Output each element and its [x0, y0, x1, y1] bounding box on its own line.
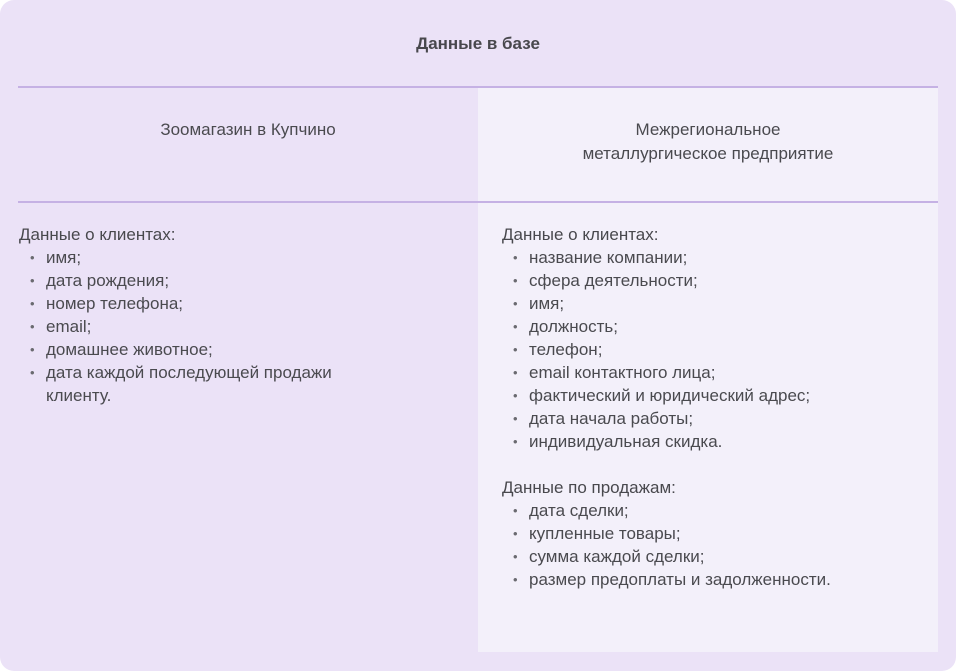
list-item: [502, 269, 922, 292]
pet-store-client-data: [19, 223, 459, 407]
list-item: [502, 361, 922, 384]
list-item-text: дата сделки;: [529, 501, 629, 520]
list-item-text: название компании;: [529, 248, 688, 267]
bullet-icon: •: [513, 273, 518, 288]
list-item-text: дата каждой последующей продажи клиенту.: [46, 363, 332, 405]
list-item: [502, 522, 922, 545]
section-title: Данные по продажам:: [502, 478, 676, 497]
list-item: [502, 568, 922, 591]
column-heading-line-1: Межрегиональное: [635, 120, 781, 139]
enterprise-sales-data: [502, 476, 922, 591]
list-item-text: купленные товары;: [529, 524, 681, 543]
column-heading-metallurgical-enterprise: [478, 118, 938, 166]
bullet-icon: •: [30, 296, 35, 311]
column-heading-line-2: металлургическое предприятие: [582, 144, 834, 163]
list-item: [502, 292, 922, 315]
page-title: Данные в базе: [416, 34, 540, 53]
bullet-icon: •: [513, 250, 518, 265]
list-item-text: email;: [46, 317, 92, 336]
bullet-icon: •: [513, 549, 518, 564]
list-item: [502, 315, 922, 338]
list-item: [19, 338, 459, 361]
bullet-icon: •: [513, 526, 518, 541]
bullet-icon: •: [513, 388, 518, 403]
list-item-text: телефон;: [529, 340, 603, 359]
list-item: [19, 315, 459, 338]
list-item: [502, 246, 922, 269]
bullet-icon: •: [513, 342, 518, 357]
bullet-icon: •: [513, 365, 518, 380]
list-item: [502, 499, 922, 522]
client-data-list: [19, 246, 459, 407]
bullet-icon: •: [513, 434, 518, 449]
list-item: [502, 430, 922, 453]
list-item: [19, 292, 459, 315]
enterprise-client-data: [502, 223, 922, 453]
list-item-text: имя;: [46, 248, 82, 267]
column-heading-pet-store: Зоомагазин в Купчино: [160, 120, 336, 139]
column-header-divider: [18, 201, 938, 203]
list-item-text: email контактного лица;: [529, 363, 716, 382]
sales-data-list: [502, 499, 922, 591]
section-title: Данные о клиентах:: [502, 225, 659, 244]
list-item-text: имя;: [529, 294, 565, 313]
bullet-icon: •: [513, 296, 518, 311]
list-item: [502, 545, 922, 568]
bullet-icon: •: [30, 319, 35, 334]
list-item: [502, 338, 922, 361]
list-item-text: сумма каждой сделки;: [529, 547, 705, 566]
bullet-icon: •: [30, 365, 35, 380]
list-item-text: должность;: [529, 317, 619, 336]
client-data-list: [502, 246, 922, 453]
bullet-icon: •: [30, 342, 35, 357]
bullet-icon: •: [513, 411, 518, 426]
list-item: [19, 269, 459, 292]
section-title: Данные о клиентах:: [19, 225, 176, 244]
list-item: [502, 384, 922, 407]
list-item-text: фактический и юридический адрес;: [529, 386, 811, 405]
list-item-text: дата начала работы;: [529, 409, 694, 428]
bullet-icon: •: [513, 319, 518, 334]
list-item: [502, 407, 922, 430]
bullet-icon: •: [513, 572, 518, 587]
bullet-icon: •: [30, 273, 35, 288]
list-item-text: домашнее животное;: [46, 340, 213, 359]
list-item-text: размер предоплаты и задолженности.: [529, 570, 831, 589]
list-item-text: сфера деятельности;: [529, 271, 698, 290]
list-item: [19, 361, 396, 407]
bullet-icon: •: [30, 250, 35, 265]
list-item-text: дата рождения;: [46, 271, 170, 290]
bullet-icon: •: [513, 503, 518, 518]
list-item-text: индивидуальная скидка.: [529, 432, 723, 451]
list-item: [19, 246, 459, 269]
list-item-text: номер телефона;: [46, 294, 184, 313]
